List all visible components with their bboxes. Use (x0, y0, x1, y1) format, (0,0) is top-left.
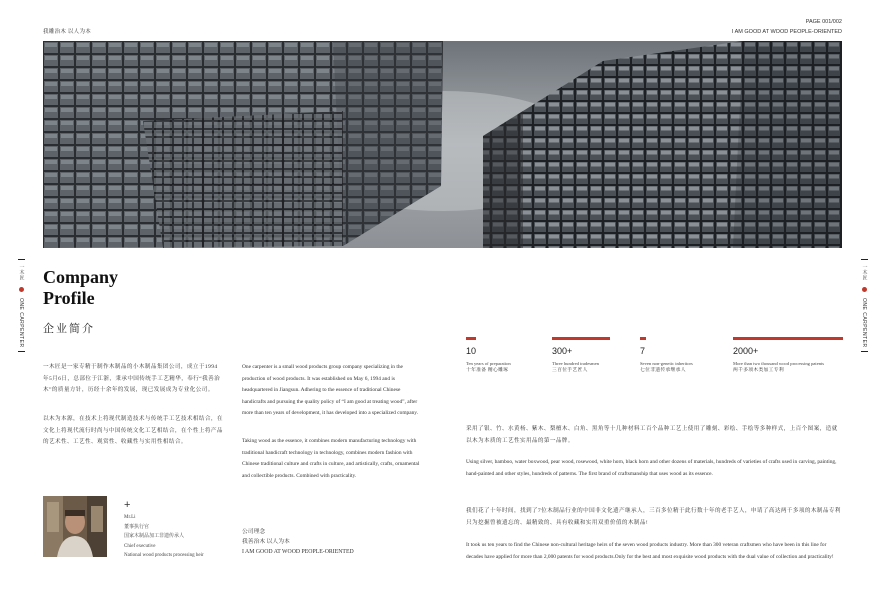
side-tab-cn: 一木匠 (18, 264, 24, 281)
side-tab-en: ONE CARPENTER (861, 297, 867, 348)
stat-cn: 两千多项木类加工专利 (733, 368, 784, 373)
stat-bar (466, 337, 476, 340)
intro-cn-paragraph-1: 一木匠是一家专精于制作木制品的小木制品集团公司，成立于1994年5月6日，总部位于江浙，秉承中国传统手工艺精华，奉行“我善治木”的质量方针，历经十余年的发展，现已发展成为专业化公司。 (43, 364, 221, 393)
stat-item (552, 337, 610, 375)
right-en-paragraph-1: Using silver, bamboo, water boxwood, pear wood, rosewood, white horn, black horn and other dozens of materials, hundreds of varieties of crafts used in carving, painting, hand-painted and other styles, hundreds of patterns. The first brand of craftsmanship that uses wood as its essence. (466, 459, 837, 477)
stat-cn: 七位非遗传承继承人 (640, 368, 686, 373)
side-tab-left (16, 258, 26, 353)
right-cn-paragraph-1: 采用了银、竹、水黄杨、紫木、梨檀木、白角、黑角等十几种材料工百个品种工艺上使用了雕刻、彩绘、手绘等多种样式，上百个图案，造就以木为本质的工艺性实用品的第一品牌。 (466, 426, 838, 444)
stat-number: 10 (466, 346, 477, 356)
stat-bar (640, 337, 646, 340)
stat-item (733, 337, 843, 375)
person-honor-en: National wood products processing heir (124, 553, 204, 558)
person-title-cn: 董事执行官 (124, 524, 150, 530)
concept-en: I AM GOOD AT WOOD PEOPLE-ORIENTED (242, 549, 354, 555)
plus-icon: + (124, 499, 131, 511)
top-left-slogan: 我雕治木 以人为本 (43, 29, 92, 35)
stat-cn: 十年准备 精心雕琢 (466, 368, 509, 373)
stat-bar (733, 337, 843, 340)
intro-cn-paragraph-2: 以木为本源，在技术上将现代制造技术与传统手工艺技术相结合，在文化上将现代流行时尚与中国传统文化工艺相结合，在个性上将产品的艺术性、工艺性、观赏性、收藏性与实用性相结合。 (43, 416, 223, 445)
side-tab-dot (862, 287, 867, 292)
stat-item (466, 337, 511, 375)
side-tab-right (859, 258, 869, 353)
top-tagline: I AM GOOD AT WOOD PEOPLE-ORIENTED (731, 29, 842, 35)
tab-rule (18, 259, 25, 260)
stat-bar (552, 337, 610, 340)
stat-number: 7 (640, 346, 646, 356)
title-line-2: Profile (43, 288, 95, 308)
person-name: Mr.Li (124, 515, 136, 520)
stat-en: Three hundred tradesmen (552, 361, 599, 366)
portrait-photo (43, 496, 107, 557)
person-title-en: Chief executive (124, 543, 156, 549)
right-cn-paragraph-2: 我们花了十年时间，找到了7位木制品行业的中国非文化遗产继承人，三百多位精于此行数十年的老手艺人，申请了高达两千多项的木制品专利只为挖掘曾被遗忘的、最精致的、具有收藏和实用双重价值的木制品! (466, 508, 841, 526)
concept-cn: 我善治木 以人为本 (242, 539, 290, 545)
page-title (43, 267, 118, 309)
person-honor-cn: 国家木制品加工非遗传承人 (124, 534, 185, 539)
stat-en: Ten years of preparation (466, 361, 511, 366)
company-concept (242, 527, 354, 557)
stat-number: 300+ (552, 346, 573, 356)
hero-photo (43, 41, 842, 248)
intro-en-paragraph-2: Taking wood as the essence, it combines modern manufacturing technology with traditional handicraft technology in technology, combines modern fashion with Chinese traditional culture and crafts in culture, and artistically, crafts, ornamental and collectible products. Combined with practicality. (242, 438, 420, 479)
concept-label: 公司理念 (242, 529, 266, 535)
page-number: PAGE 001/002 (805, 19, 842, 25)
stat-en: Seven non-genetic inheritors (640, 361, 693, 366)
title-cn: 企业简介 (43, 323, 95, 335)
stat-number: 2000+ (733, 346, 759, 356)
stat-item (640, 337, 693, 375)
stat-en: More than two thousand wood processing patents (733, 361, 825, 366)
side-tab-en: ONE CARPENTER (18, 297, 24, 348)
stat-cn: 三百位手艺匠人 (552, 368, 588, 373)
tab-rule (861, 351, 868, 352)
right-en-paragraph-2: It took us ten years to find the Chinese non-cultural heritage heirs of the seven wood products industry. More than 300 veteran craftsmen who have been in this line for decades have applied for more than 2,000 patents for wood products.Only for the best and most exquisite wood products with the dual value of collection and practicality! (466, 542, 834, 560)
person-info (124, 513, 204, 561)
intro-en-paragraph-1: One carpenter is a small wood products group company specializing in the production of wood products. It was established on May 6, 1994 and is headquartered in Jiangsun. Adhering to the essence of traditional Chinese handicrafts and pursuing the quality policy of “I am good at treating wood”, after more than ten years of development, it has developed into a specialized company. (242, 364, 418, 416)
side-tab-dot (19, 287, 24, 292)
tab-rule (18, 351, 25, 352)
tab-rule (861, 259, 868, 260)
title-line-1: Company (43, 267, 119, 287)
side-tab-cn: 一木匠 (861, 264, 867, 281)
